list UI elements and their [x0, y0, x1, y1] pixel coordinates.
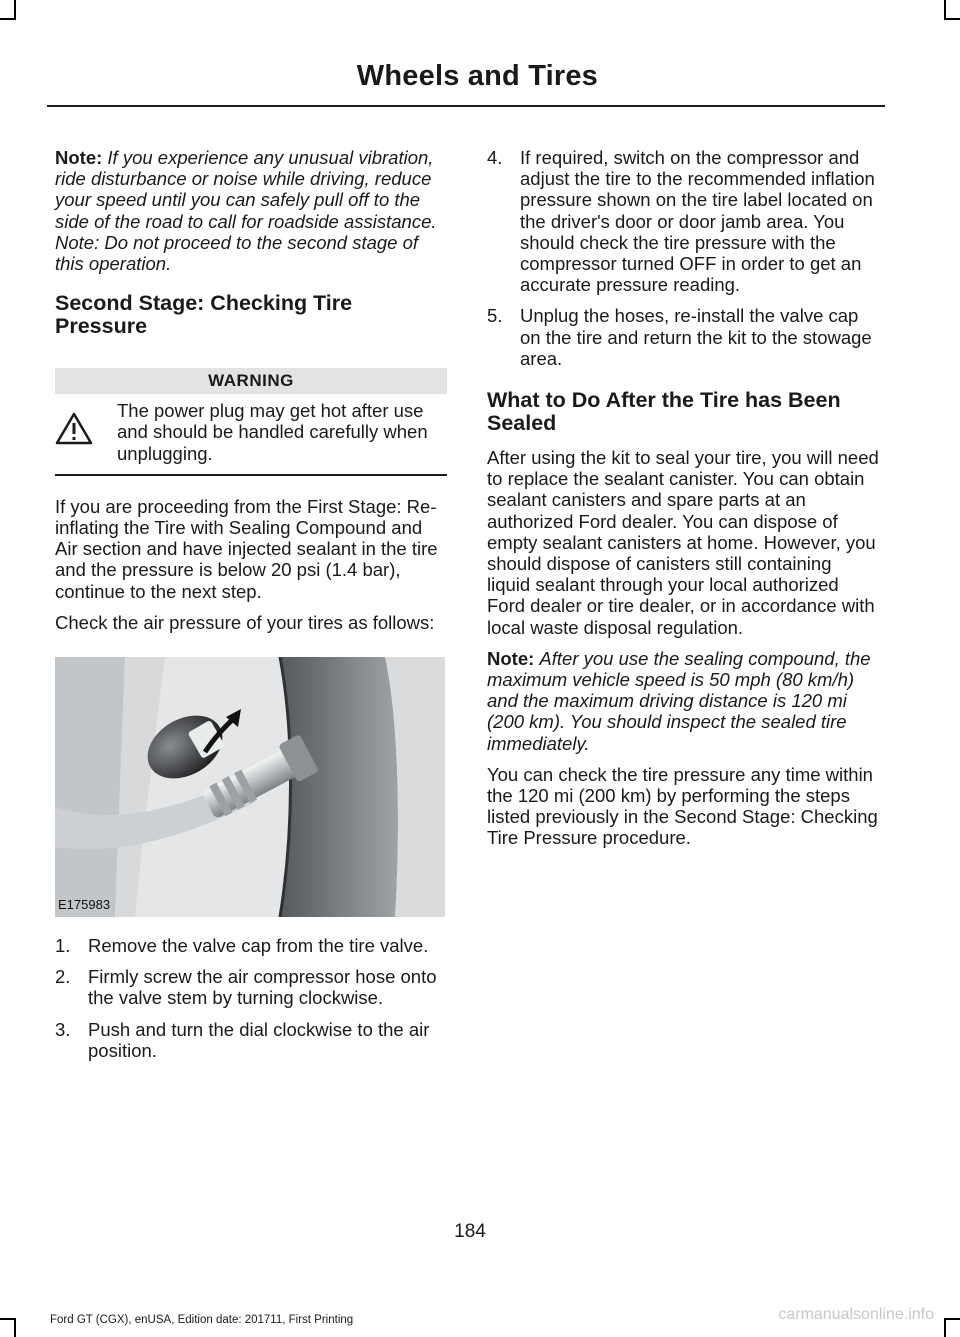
- list-item: [487, 147, 879, 295]
- step-text: Remove the valve cap from the tire valve.: [88, 935, 429, 957]
- step-text: Push and turn the dial clockwise to the air position.: [88, 1018, 430, 1061]
- list-item: [55, 1019, 447, 1061]
- note-label: Note:: [55, 147, 103, 168]
- watermark: carmanualsonline.info: [778, 1306, 934, 1323]
- header-rule: [47, 105, 885, 107]
- right-column: [487, 147, 879, 859]
- tire-valve-illustration: [55, 657, 445, 917]
- valve-drawing: [55, 657, 445, 917]
- crop-mark: [0, 18, 16, 20]
- page-title: Wheels and Tires: [356, 60, 598, 92]
- figure-code: E175983: [58, 896, 111, 912]
- step-number: 2.: [55, 966, 71, 988]
- body-paragraph: If you are proceeding from the First Stage: Re-inflating the Tire with Sealing Compound and Air section and have injected sealant in the tire and the pressure is below 20 psi (1.4 bar), continue to the next step.: [55, 495, 438, 602]
- body-paragraph: After using the kit to seal your tire, you will need to replace the sealant canister. You can obtain sealant canisters and spare parts at an authorized Ford dealer. You can dispose of empty sealant canisters at home. However, you should dispose of canisters still containing liquid sealant through your local authorized Ford dealer or tire dealer, or in accordance with local waste disposal regulation.: [487, 447, 879, 638]
- page-number: 184: [454, 1221, 486, 1242]
- note-paragraph: [55, 147, 447, 274]
- steps-list: [487, 147, 879, 369]
- crop-mark: [0, 1318, 16, 1320]
- note-label: Note:: [487, 647, 535, 669]
- step-text: If required, switch on the compressor and adjust the tire to the recommended inflation pressure shown on the tire label located on the driver's door or door jamb area. You should check the tire pressure with the compressor turned OFF in order to get an accurate pressure reading.: [520, 147, 875, 296]
- crop-mark: [14, 0, 16, 20]
- step-text: Unplug the hoses, re-install the valve cap on the tire and return the kit to the stowage area.: [520, 305, 872, 369]
- warning-icon: [55, 400, 117, 449]
- warning-box: [55, 368, 447, 476]
- body-paragraph: Check the air pressure of your tires as follows:: [55, 611, 435, 633]
- list-item: [55, 966, 447, 1008]
- left-column: [55, 147, 447, 1071]
- step-number: 4.: [487, 147, 503, 168]
- crop-mark: [944, 0, 946, 20]
- step-number: 3.: [55, 1018, 71, 1040]
- list-item: [55, 935, 447, 956]
- footer-text: Ford GT (CGX), enUSA, Edition date: 201711, First Printing: [50, 1314, 354, 1326]
- section-heading: Second Stage: Checking Tire Pressure: [55, 291, 353, 339]
- warning-body: [55, 400, 447, 464]
- step-text: Firmly screw the air compressor hose onto the valve stem by turning clockwise.: [88, 966, 437, 1009]
- step-number: 5.: [487, 305, 503, 327]
- list-item: [487, 305, 879, 369]
- warning-text: The power plug may get hot after use and should be handled carefully when unplugging.: [117, 400, 428, 464]
- steps-list: [55, 935, 447, 1061]
- note-text: If you experience any unusual vibration, ride disturbance or noise while driving, reduce your speed until you can safely pull off to the side of the road to call for roadside assistance. Note: Do not proceed to the second stage of this operation.: [55, 147, 437, 275]
- body-paragraph: You can check the tire pressure any time within the 120 mi (200 km) by performing the steps listed previously in the Second Stage: Checking Tire Pressure procedure.: [487, 763, 878, 849]
- crop-mark: [14, 1318, 16, 1337]
- note-text: After you use the sealing compound, the maximum vehicle speed is 50 mph (80 km/h) and the maximum driving distance is 120 mi (200 km). You should inspect the sealed tire immediately.: [487, 647, 871, 754]
- crop-mark: [944, 18, 960, 20]
- crop-mark: [944, 1318, 946, 1337]
- step-number: 1.: [55, 935, 71, 957]
- note-paragraph: [487, 648, 879, 754]
- section-heading: What to Do After the Tire has Been Sealed: [487, 388, 841, 436]
- warning-title: WARNING: [55, 368, 447, 394]
- crop-mark: [944, 1318, 960, 1320]
